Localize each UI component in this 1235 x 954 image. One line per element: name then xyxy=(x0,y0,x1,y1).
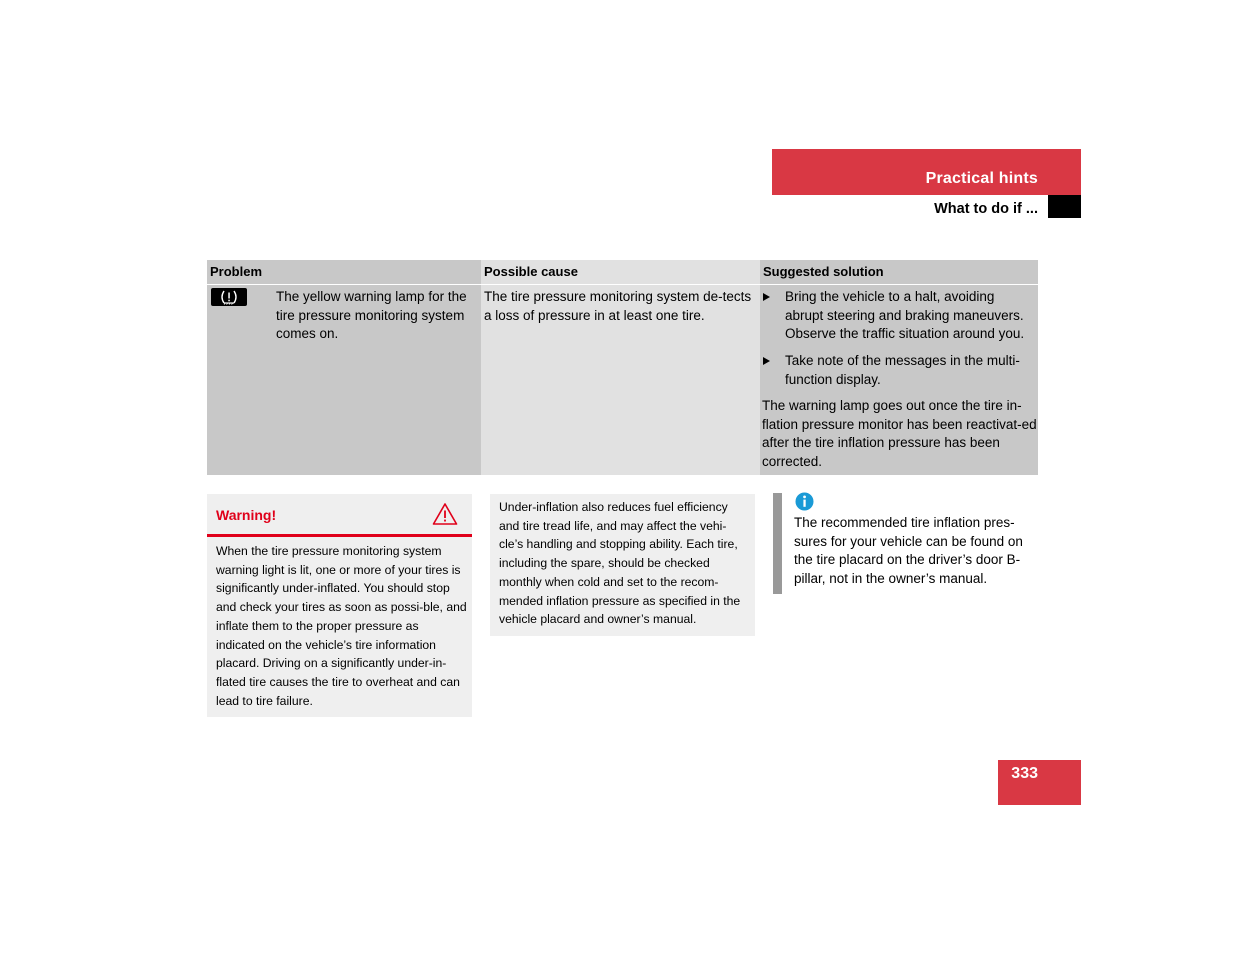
solution-header: Suggested solution xyxy=(760,260,1038,285)
page-number: 333 xyxy=(1011,765,1038,782)
solution-note: The warning lamp goes out once the tire in-flation pressure monitor has been reactivat-ed after the tire inflation pressure has been corrected. xyxy=(762,398,1037,469)
bullet-arrow-icon xyxy=(763,357,770,365)
solution-step xyxy=(763,288,1035,344)
bullet-arrow-icon xyxy=(763,293,770,301)
cause-column xyxy=(481,260,760,475)
cause-header: Possible cause xyxy=(481,260,760,285)
problem-header: Problem xyxy=(207,260,481,285)
tire-pressure-warning-icon xyxy=(211,288,247,306)
warning-triangle-icon xyxy=(432,502,458,531)
cause-text: The tire pressure monitoring system de-tects a loss of pressure in at least one tire. xyxy=(484,289,752,323)
solution-step-text: Take note of the messages in the multi-function display. xyxy=(785,353,1020,387)
solution-step-text: Bring the vehicle to a halt, avoiding abrupt steering and braking maneuvers. Observe the traffic situation around you. xyxy=(785,289,1025,342)
problem-column xyxy=(207,260,481,475)
note-box xyxy=(490,494,755,636)
info-icon xyxy=(795,492,814,516)
note-text: Under-inflation also reduces fuel efficiency and tire tread life, and may affect the vehi-cle’s handling and stopping ability. Each tire, including the spare, should be checked monthly when cold and set to the recom-mended inflation pressure as specified in the vehicle placard and owner’s manual. xyxy=(499,500,741,627)
info-text: The recommended tire inflation pres-sures for your vehicle can be found on the tire placard on the driver’s door B-pillar, not in the owner’s manual. xyxy=(794,515,1023,587)
troubleshooting-table xyxy=(207,260,1038,475)
warning-header xyxy=(207,494,472,537)
section-title: Practical hints xyxy=(925,170,1038,187)
subsection-title: What to do if ... xyxy=(934,201,1038,217)
solution-step xyxy=(763,352,1035,389)
problem-text: The yellow warning lamp for the tire pressure monitoring system comes on. xyxy=(276,289,467,342)
warning-title: Warning! xyxy=(216,507,277,523)
header-tab-marker xyxy=(1048,195,1081,218)
info-side-bar xyxy=(773,493,782,594)
solution-column xyxy=(760,260,1038,475)
warning-text: When the tire pressure monitoring system warning light is lit, one or more of your tires is significantly under-inflated. You should stop and check your tires as soon as possi-ble, and inflate them to the proper pressure as indicated on the vehicle’s tire information placard. Driving on a significantly under-in-flated tire causes the tire to overheat and can lead to tire failure. xyxy=(216,544,467,708)
warning-box xyxy=(207,494,472,717)
